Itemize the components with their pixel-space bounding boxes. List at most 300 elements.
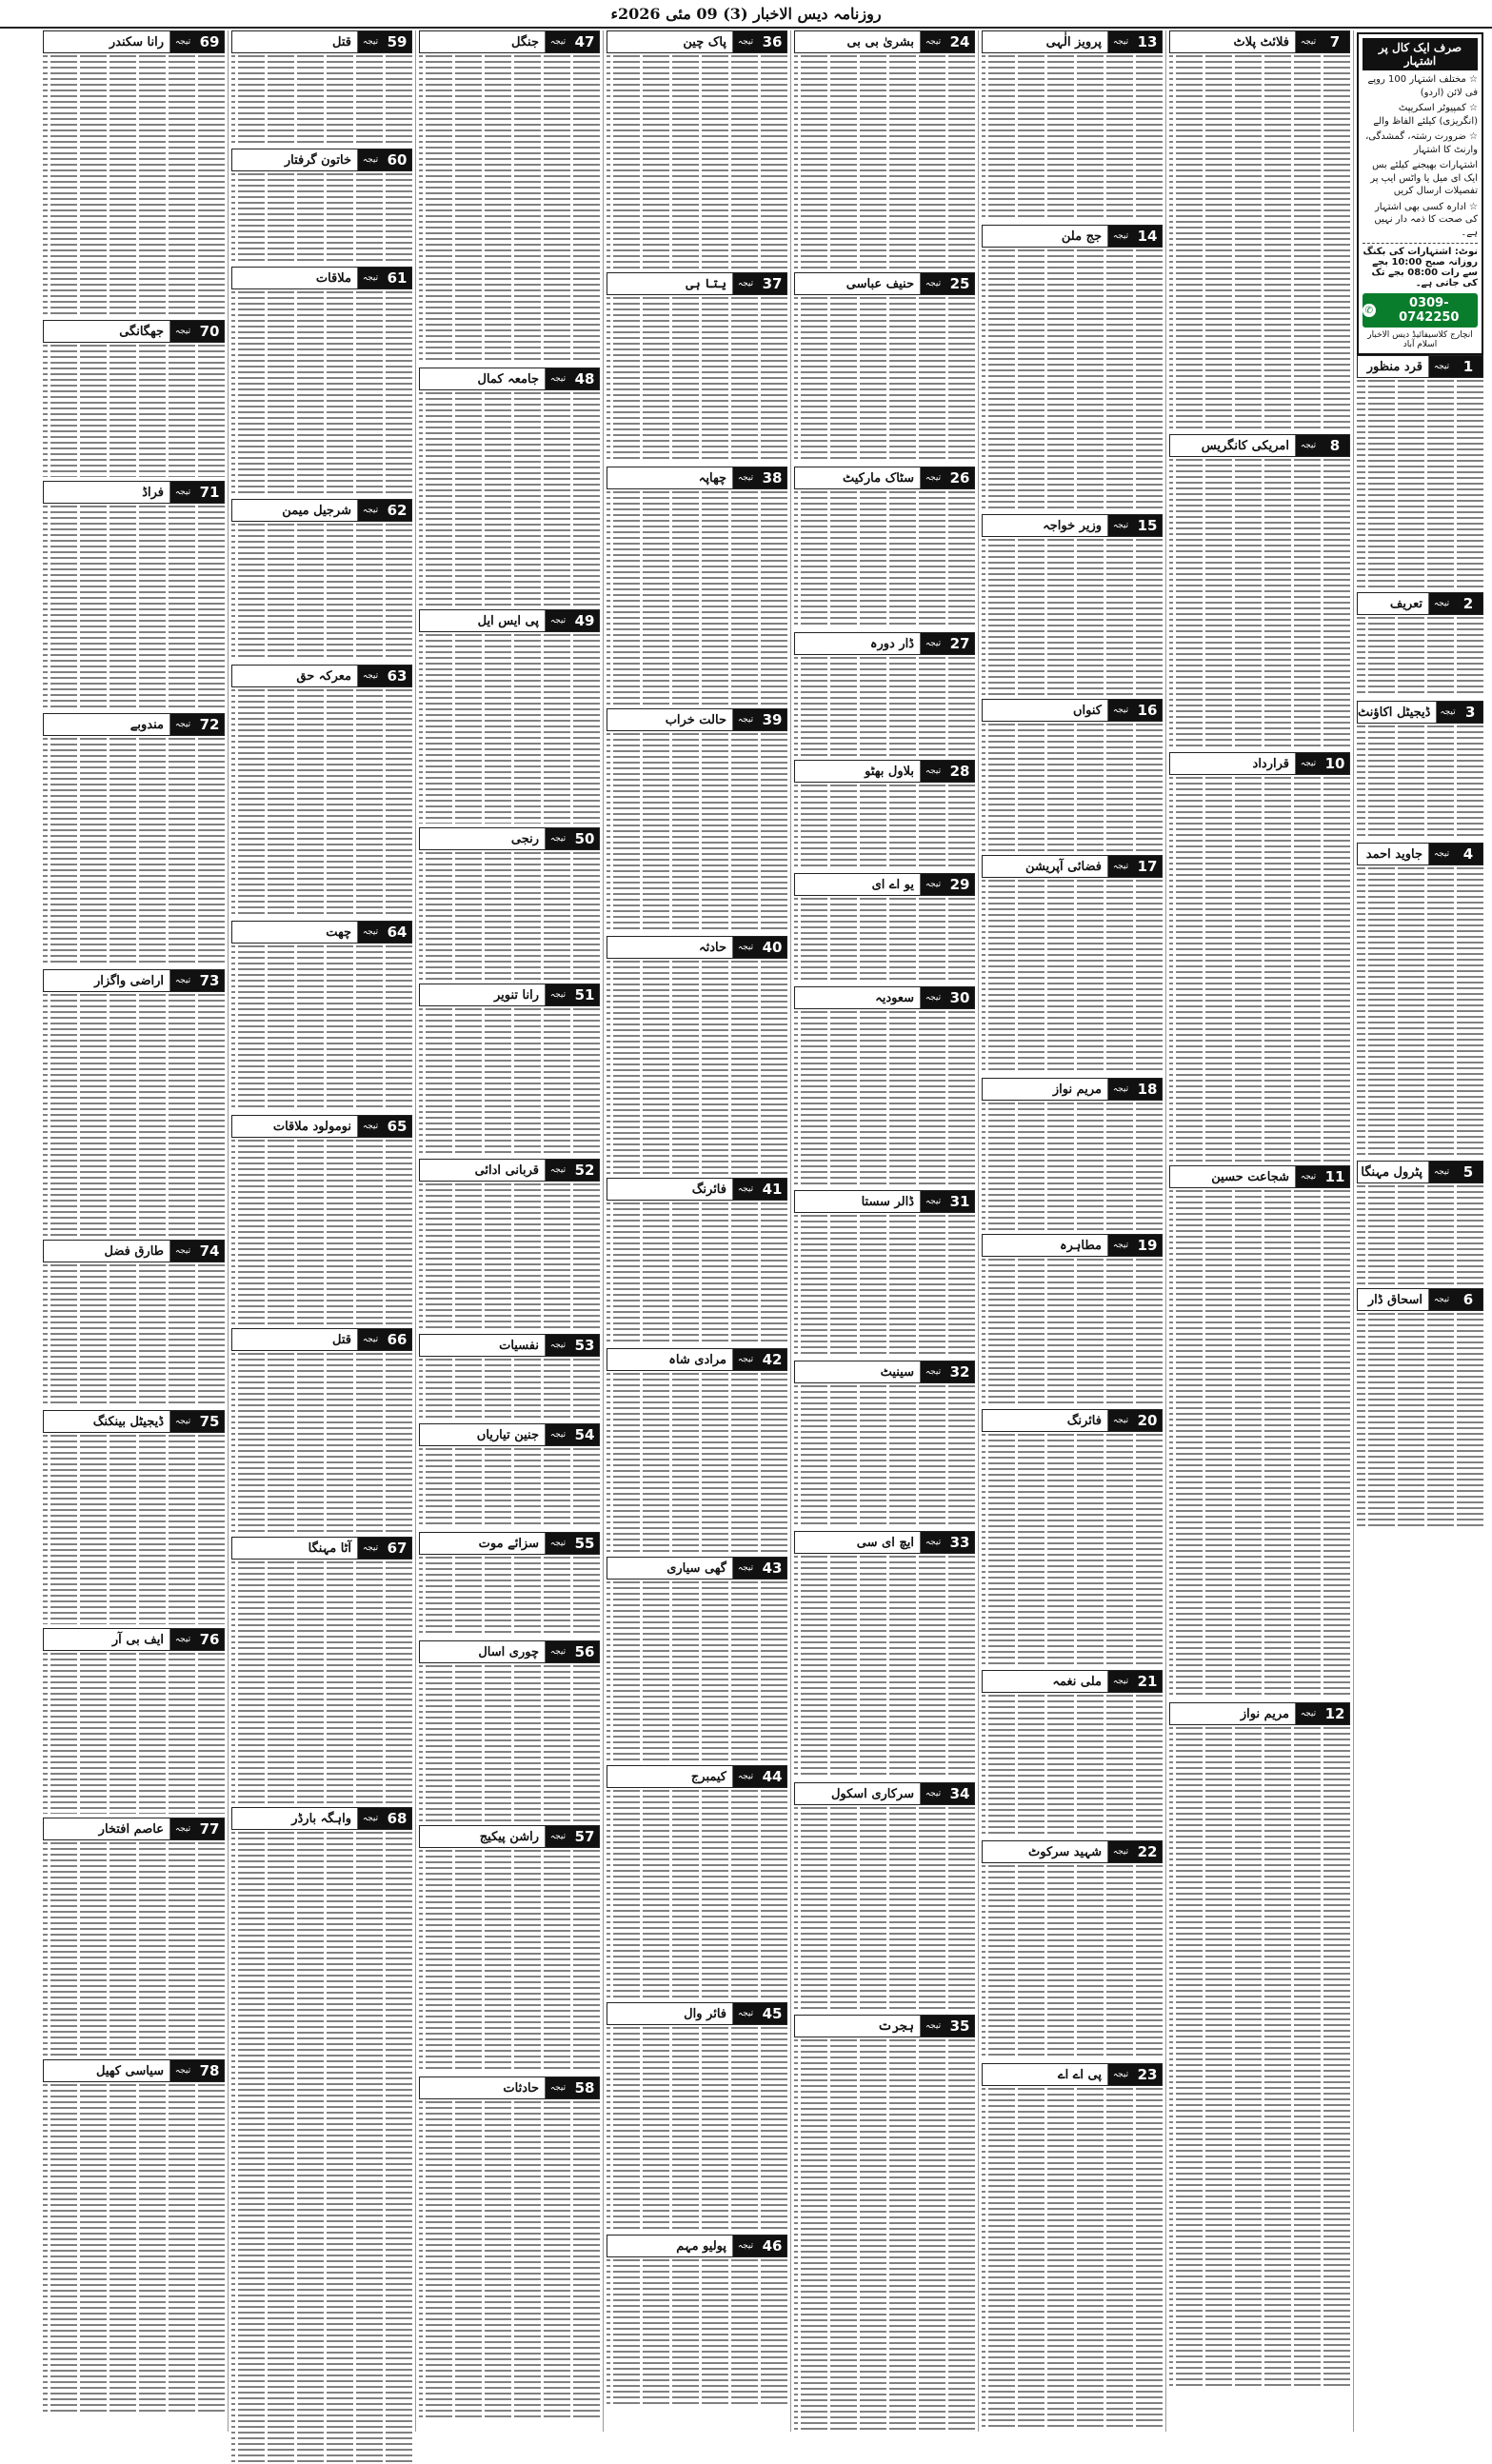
story-body-text bbox=[794, 657, 975, 756]
story-label: تیجہ bbox=[920, 2016, 945, 2037]
story-label: تیجہ bbox=[732, 709, 758, 730]
story-label: تیجہ bbox=[1107, 700, 1133, 721]
story-label: تیجہ bbox=[732, 1558, 758, 1579]
story-title: پرویز الٰہی bbox=[1045, 34, 1102, 50]
story-number: 59 bbox=[383, 31, 411, 52]
story-number: 25 bbox=[945, 273, 974, 294]
story-label: تیجہ bbox=[920, 874, 945, 895]
story-body-text bbox=[794, 1011, 975, 1186]
story-label: تیجہ bbox=[169, 2060, 195, 2081]
story-label: تیجہ bbox=[1107, 31, 1133, 52]
news-story bbox=[607, 272, 787, 463]
news-story bbox=[419, 1159, 600, 1330]
story-title: فائرنگ bbox=[1066, 1413, 1102, 1428]
story-label: تیجہ bbox=[169, 482, 195, 503]
story-label: تیجہ bbox=[545, 1335, 570, 1356]
story-title: سعودیہ bbox=[875, 990, 914, 1005]
story-header bbox=[1169, 1165, 1350, 1188]
story-number: 32 bbox=[945, 1361, 974, 1382]
story-number: 65 bbox=[383, 1116, 411, 1137]
story-title: اراضی واگزار bbox=[93, 973, 164, 988]
story-label: تیجہ bbox=[732, 467, 758, 488]
story-label: تیجہ bbox=[169, 714, 195, 735]
news-story bbox=[419, 1334, 600, 1420]
news-story bbox=[231, 499, 412, 661]
news-story bbox=[794, 632, 975, 756]
news-story bbox=[1169, 1702, 1350, 2388]
story-body-text bbox=[982, 1695, 1163, 1837]
news-story bbox=[419, 1532, 600, 1637]
story-label: تیجہ bbox=[357, 31, 383, 52]
story-label: تیجہ bbox=[1107, 856, 1133, 877]
column-8 bbox=[40, 30, 228, 2432]
story-header bbox=[982, 1840, 1163, 1863]
column-2 bbox=[1165, 30, 1353, 2432]
story-number: 75 bbox=[195, 1411, 224, 1432]
story-number: 55 bbox=[570, 1533, 599, 1554]
story-body-text bbox=[1357, 380, 1483, 588]
story-label: تیجہ bbox=[732, 1349, 758, 1370]
story-title: گھی سیاری bbox=[666, 1560, 726, 1576]
story-title: مریم نواز bbox=[1240, 1706, 1289, 1721]
news-story bbox=[231, 1807, 412, 2464]
story-header bbox=[231, 149, 412, 171]
story-title: ڈار دورہ bbox=[869, 636, 914, 651]
story-header bbox=[231, 1807, 412, 1830]
story-number: 74 bbox=[195, 1241, 224, 1262]
story-body-text bbox=[43, 345, 225, 477]
story-number: 34 bbox=[945, 1783, 974, 1804]
story-header bbox=[607, 272, 787, 295]
story-body-text bbox=[607, 961, 787, 1174]
story-label: تیجہ bbox=[1107, 1235, 1133, 1256]
story-label: تیجہ bbox=[545, 1533, 570, 1554]
story-title: یتا ہی bbox=[686, 276, 726, 291]
story-number: 5 bbox=[1454, 1162, 1482, 1182]
news-story bbox=[1357, 843, 1483, 1157]
story-header bbox=[607, 1765, 787, 1788]
story-body-text bbox=[43, 2084, 225, 2412]
story-title: ملاقات bbox=[315, 270, 351, 286]
story-number: 38 bbox=[758, 467, 786, 488]
story-header bbox=[419, 368, 600, 390]
story-number: 61 bbox=[383, 268, 411, 288]
story-label: تیجہ bbox=[357, 666, 383, 686]
story-header bbox=[794, 467, 975, 489]
story-body-text bbox=[794, 55, 975, 268]
story-title: پاک چین bbox=[683, 34, 726, 50]
story-title: اسحاق ڈار bbox=[1367, 1292, 1422, 1307]
story-header bbox=[794, 1190, 975, 1213]
story-title: سٹاک مارکیٹ bbox=[842, 470, 914, 486]
story-number: 13 bbox=[1133, 31, 1162, 52]
story-number: 69 bbox=[195, 31, 224, 52]
story-number: 39 bbox=[758, 709, 786, 730]
news-story bbox=[43, 481, 225, 709]
story-body-text bbox=[419, 1850, 600, 2073]
story-number: 48 bbox=[570, 368, 599, 389]
story-title: فلائٹ پلاٹ bbox=[1233, 34, 1289, 50]
story-header bbox=[794, 760, 975, 783]
story-label: تیجہ bbox=[169, 321, 195, 342]
story-label: تیجہ bbox=[545, 2077, 570, 2098]
story-label: تیجہ bbox=[1428, 844, 1454, 864]
story-label: تیجہ bbox=[169, 1411, 195, 1432]
story-number: 54 bbox=[570, 1424, 599, 1445]
story-label: تیجہ bbox=[920, 1532, 945, 1553]
story-number: 56 bbox=[570, 1641, 599, 1662]
story-body-text bbox=[794, 491, 975, 628]
story-number: 22 bbox=[1133, 1841, 1162, 1862]
story-number: 2 bbox=[1454, 593, 1482, 614]
story-header bbox=[419, 1640, 600, 1663]
story-number: 78 bbox=[195, 2060, 224, 2081]
story-label: تیجہ bbox=[1107, 1079, 1133, 1100]
story-header bbox=[231, 665, 412, 687]
story-header bbox=[43, 1240, 225, 1262]
story-label: تیجہ bbox=[1107, 1410, 1133, 1431]
story-header bbox=[607, 708, 787, 731]
story-header bbox=[794, 272, 975, 295]
story-header bbox=[419, 609, 600, 632]
story-title: امریکی کانگریس bbox=[1201, 438, 1289, 453]
story-header bbox=[419, 1423, 600, 1446]
story-header bbox=[1357, 1161, 1483, 1183]
ad-line: ☆ ادارہ کسی بھی اشتہار کی صحت کا ذمہ دار نہیں ہے۔ bbox=[1374, 201, 1478, 238]
story-header bbox=[982, 1234, 1163, 1257]
story-title: معرکہ حق bbox=[296, 668, 351, 684]
news-story bbox=[43, 30, 225, 316]
story-number: 17 bbox=[1133, 856, 1162, 877]
story-title: جامعہ کمال bbox=[477, 371, 539, 387]
story-body-text bbox=[794, 1215, 975, 1357]
story-number: 62 bbox=[383, 500, 411, 521]
story-title: حنیف عباسی bbox=[845, 276, 914, 291]
story-header bbox=[419, 827, 600, 850]
story-body-text bbox=[607, 55, 787, 268]
story-body-text bbox=[982, 55, 1163, 221]
story-label: تیجہ bbox=[1436, 702, 1458, 723]
story-label: تیجہ bbox=[920, 1783, 945, 1804]
story-title: قتل bbox=[332, 1332, 351, 1347]
story-title: خاتون گرفتار bbox=[284, 152, 351, 168]
story-number: 28 bbox=[945, 761, 974, 782]
story-title: ڈالر سستا bbox=[861, 1194, 914, 1209]
story-title: فائر وال bbox=[684, 2006, 726, 2021]
story-body-text bbox=[419, 55, 600, 364]
news-story bbox=[607, 1348, 787, 1553]
news-story bbox=[982, 699, 1163, 851]
news-story bbox=[982, 2063, 1163, 2430]
story-header bbox=[1357, 1288, 1483, 1311]
story-title: جاوید احمد bbox=[1365, 846, 1422, 862]
story-body-text bbox=[1357, 867, 1483, 1157]
story-number: 30 bbox=[945, 987, 974, 1008]
story-number: 47 bbox=[570, 31, 599, 52]
story-label: تیجہ bbox=[1428, 593, 1454, 614]
story-label: تیجہ bbox=[545, 610, 570, 631]
story-label: تیجہ bbox=[1107, 1671, 1133, 1692]
story-header bbox=[1169, 434, 1350, 457]
story-body-text bbox=[794, 2039, 975, 2434]
story-header bbox=[419, 1532, 600, 1555]
story-body-text bbox=[982, 249, 1163, 510]
news-story bbox=[231, 921, 412, 1111]
news-story bbox=[43, 1410, 225, 1624]
story-body-text bbox=[982, 1259, 1163, 1405]
news-story bbox=[43, 2059, 225, 2412]
story-header bbox=[43, 1410, 225, 1433]
story-label: تیجہ bbox=[920, 1191, 945, 1212]
story-number: 44 bbox=[758, 1766, 786, 1787]
story-number: 64 bbox=[383, 922, 411, 943]
story-label: تیجہ bbox=[545, 368, 570, 389]
story-number: 71 bbox=[195, 482, 224, 503]
story-body-text bbox=[982, 724, 1163, 851]
news-story bbox=[1169, 1165, 1350, 1699]
story-number: 73 bbox=[195, 970, 224, 991]
news-story bbox=[419, 1640, 600, 1821]
story-label: تیجہ bbox=[920, 273, 945, 294]
story-body-text bbox=[607, 2027, 787, 2231]
story-title: ایچ ای سی bbox=[856, 1535, 914, 1550]
story-title: رانا سکندر bbox=[109, 34, 164, 50]
news-story bbox=[607, 1178, 787, 1344]
story-number: 46 bbox=[758, 2235, 786, 2256]
news-story bbox=[607, 1765, 787, 1998]
story-title: جھگانگی bbox=[119, 324, 164, 339]
story-body-text bbox=[231, 1140, 412, 1324]
story-title: شجاعت حسین bbox=[1211, 1169, 1289, 1184]
story-body-text bbox=[982, 2088, 1163, 2430]
news-story bbox=[231, 30, 412, 145]
story-label: تیجہ bbox=[920, 467, 945, 488]
column-6 bbox=[415, 30, 603, 2432]
story-body-text bbox=[419, 1008, 600, 1155]
story-body-text bbox=[43, 55, 225, 316]
story-title: بلاول بھٹو bbox=[865, 764, 914, 779]
story-label: تیجہ bbox=[169, 31, 195, 52]
story-body-text bbox=[794, 1556, 975, 1778]
story-header bbox=[1169, 752, 1350, 775]
story-label: تیجہ bbox=[920, 761, 945, 782]
news-story bbox=[43, 713, 225, 965]
story-header bbox=[607, 30, 787, 53]
story-header bbox=[794, 873, 975, 896]
story-body-text bbox=[231, 945, 412, 1111]
story-header bbox=[607, 467, 787, 489]
story-number: 51 bbox=[570, 984, 599, 1005]
story-title: جج ملن bbox=[1061, 229, 1102, 244]
story-number: 10 bbox=[1321, 753, 1349, 774]
story-title: فائرنگ bbox=[691, 1182, 726, 1197]
story-title: تعریف bbox=[1389, 596, 1422, 611]
ad-line: ☆ کمپیوٹر اسکریپٹ (انگریزی) کیلئے الفاظ والے bbox=[1373, 103, 1478, 127]
story-title: ہجرت bbox=[877, 2018, 914, 2034]
story-body-text bbox=[607, 1202, 787, 1344]
story-number: 41 bbox=[758, 1179, 786, 1200]
story-title: چھت bbox=[326, 924, 351, 940]
story-header bbox=[607, 936, 787, 959]
news-story bbox=[231, 1328, 412, 1533]
story-number: 19 bbox=[1133, 1235, 1162, 1256]
story-label: تیجہ bbox=[732, 1766, 758, 1787]
story-header bbox=[419, 30, 600, 53]
story-number: 72 bbox=[195, 714, 224, 735]
ad-line: ☆ ضرورت رشتہ، گمشدگی، وارنٹ کا اشتہار bbox=[1365, 131, 1478, 155]
news-story bbox=[982, 1234, 1163, 1405]
story-number: 43 bbox=[758, 1558, 786, 1579]
story-header bbox=[982, 225, 1163, 248]
news-story bbox=[794, 1361, 975, 1527]
story-body-text bbox=[607, 733, 787, 932]
story-header bbox=[43, 320, 225, 343]
ad-title: صرف ایک کال پر اشتہار bbox=[1363, 38, 1478, 70]
phone-number[interactable] bbox=[1363, 293, 1478, 328]
news-story bbox=[1169, 30, 1350, 430]
story-title: طارق فضل bbox=[104, 1243, 164, 1259]
news-story bbox=[419, 827, 600, 980]
story-title: سیاسی کھیل bbox=[96, 2063, 164, 2078]
ad-note: نوٹ: اشتہارات کی بکنگ روزانہ صبح 10:00 بجے سے رات 08:00 بجے تک کی جاتی ہے۔ bbox=[1363, 243, 1478, 288]
story-body-text bbox=[43, 738, 225, 965]
news-story bbox=[43, 320, 225, 477]
story-number: 66 bbox=[383, 1329, 411, 1350]
story-title: قرد منظور bbox=[1366, 359, 1422, 374]
story-label: تیجہ bbox=[545, 1160, 570, 1181]
news-story bbox=[982, 1409, 1163, 1666]
story-label: تیجہ bbox=[732, 31, 758, 52]
story-body-text bbox=[231, 1832, 412, 2464]
news-story bbox=[419, 1825, 600, 2073]
story-header bbox=[607, 2235, 787, 2257]
story-title: جنین تیاریاں bbox=[476, 1427, 539, 1442]
story-label: تیجہ bbox=[732, 2235, 758, 2256]
story-header bbox=[794, 30, 975, 53]
story-header bbox=[982, 514, 1163, 537]
story-title: کیمبرج bbox=[690, 1769, 726, 1784]
story-label: تیجہ bbox=[732, 2003, 758, 2024]
story-label: تیجہ bbox=[1295, 1166, 1321, 1187]
story-label: تیجہ bbox=[1107, 515, 1133, 536]
story-number: 42 bbox=[758, 1349, 786, 1370]
story-body-text bbox=[231, 1561, 412, 1803]
story-body-text bbox=[1169, 55, 1350, 430]
story-title: سرکاری اسکول bbox=[830, 1786, 914, 1801]
news-story bbox=[1169, 752, 1350, 1162]
story-label: تیجہ bbox=[732, 937, 758, 958]
story-header bbox=[607, 2002, 787, 2025]
news-story bbox=[794, 1531, 975, 1778]
story-title: قربانی ادائی bbox=[474, 1162, 539, 1178]
story-header bbox=[1357, 843, 1483, 865]
story-body-text bbox=[1169, 459, 1350, 748]
story-label: تیجہ bbox=[1107, 2064, 1133, 2085]
story-title: ڈیجیٹل بینکنگ bbox=[92, 1414, 164, 1429]
story-header bbox=[43, 1818, 225, 1840]
story-body-text bbox=[43, 1842, 225, 2056]
story-number: 3 bbox=[1459, 702, 1482, 723]
news-story bbox=[794, 760, 975, 869]
story-label: تیجہ bbox=[1295, 31, 1321, 52]
news-story bbox=[982, 1078, 1163, 1230]
story-number: 7 bbox=[1321, 31, 1349, 52]
whatsapp-icon: ✆ bbox=[1363, 304, 1376, 317]
news-story bbox=[607, 936, 787, 1174]
masthead bbox=[0, 0, 1492, 29]
story-header bbox=[982, 699, 1163, 722]
story-title: قتل bbox=[332, 34, 351, 50]
story-body-text bbox=[231, 1353, 412, 1533]
story-label: تیجہ bbox=[1295, 1703, 1321, 1724]
news-story bbox=[231, 149, 412, 263]
news-story bbox=[419, 1423, 600, 1528]
news-story bbox=[43, 1628, 225, 1814]
story-body-text bbox=[231, 689, 412, 917]
news-story bbox=[607, 2002, 787, 2231]
news-story bbox=[43, 1240, 225, 1406]
story-number: 70 bbox=[195, 321, 224, 342]
story-header bbox=[982, 1078, 1163, 1101]
news-story bbox=[794, 272, 975, 463]
news-story bbox=[1169, 434, 1350, 748]
story-number: 18 bbox=[1133, 1079, 1162, 1100]
story-number: 35 bbox=[945, 2016, 974, 2037]
story-number: 67 bbox=[383, 1538, 411, 1559]
story-body-text bbox=[982, 880, 1163, 1074]
story-title: رنجی bbox=[510, 831, 539, 846]
story-body-text bbox=[1357, 1313, 1483, 1526]
story-body-text bbox=[231, 55, 412, 145]
story-body-text bbox=[43, 1435, 225, 1624]
story-body-text bbox=[43, 1653, 225, 1814]
story-body-text bbox=[43, 506, 225, 709]
story-title: ڈیجیٹل اکاؤنٹ bbox=[1358, 705, 1431, 720]
story-body-text bbox=[419, 1665, 600, 1821]
news-story bbox=[1357, 701, 1483, 839]
news-story bbox=[231, 665, 412, 917]
story-header bbox=[1357, 355, 1483, 378]
story-number: 21 bbox=[1133, 1671, 1162, 1692]
story-body-text bbox=[794, 297, 975, 463]
story-label: تیجہ bbox=[545, 1826, 570, 1847]
news-story bbox=[794, 1190, 975, 1357]
story-title: جنگل bbox=[511, 34, 539, 50]
story-label: تیجہ bbox=[357, 1808, 383, 1829]
story-header bbox=[794, 2015, 975, 2037]
news-story bbox=[1357, 1161, 1483, 1284]
story-title: یو اے ای bbox=[871, 877, 914, 892]
story-body-text bbox=[607, 491, 787, 705]
story-header bbox=[43, 969, 225, 992]
story-label: تیجہ bbox=[545, 1641, 570, 1662]
news-story bbox=[607, 708, 787, 932]
story-number: 4 bbox=[1454, 844, 1482, 864]
story-header bbox=[982, 30, 1163, 53]
story-body-text bbox=[1357, 725, 1483, 839]
story-title: نفسیات bbox=[499, 1338, 539, 1353]
story-header bbox=[607, 1178, 787, 1201]
story-number: 76 bbox=[195, 1629, 224, 1650]
news-story bbox=[419, 2077, 600, 2419]
news-story bbox=[794, 1782, 975, 2011]
story-number: 45 bbox=[758, 2003, 786, 2024]
story-body-text bbox=[231, 291, 412, 495]
story-header bbox=[794, 632, 975, 655]
masthead-text: روزنامہ دیس الاخبار (3) 09 مئی 2026ء bbox=[610, 4, 882, 23]
story-body-text bbox=[982, 1865, 1163, 2059]
news-story bbox=[231, 1115, 412, 1324]
